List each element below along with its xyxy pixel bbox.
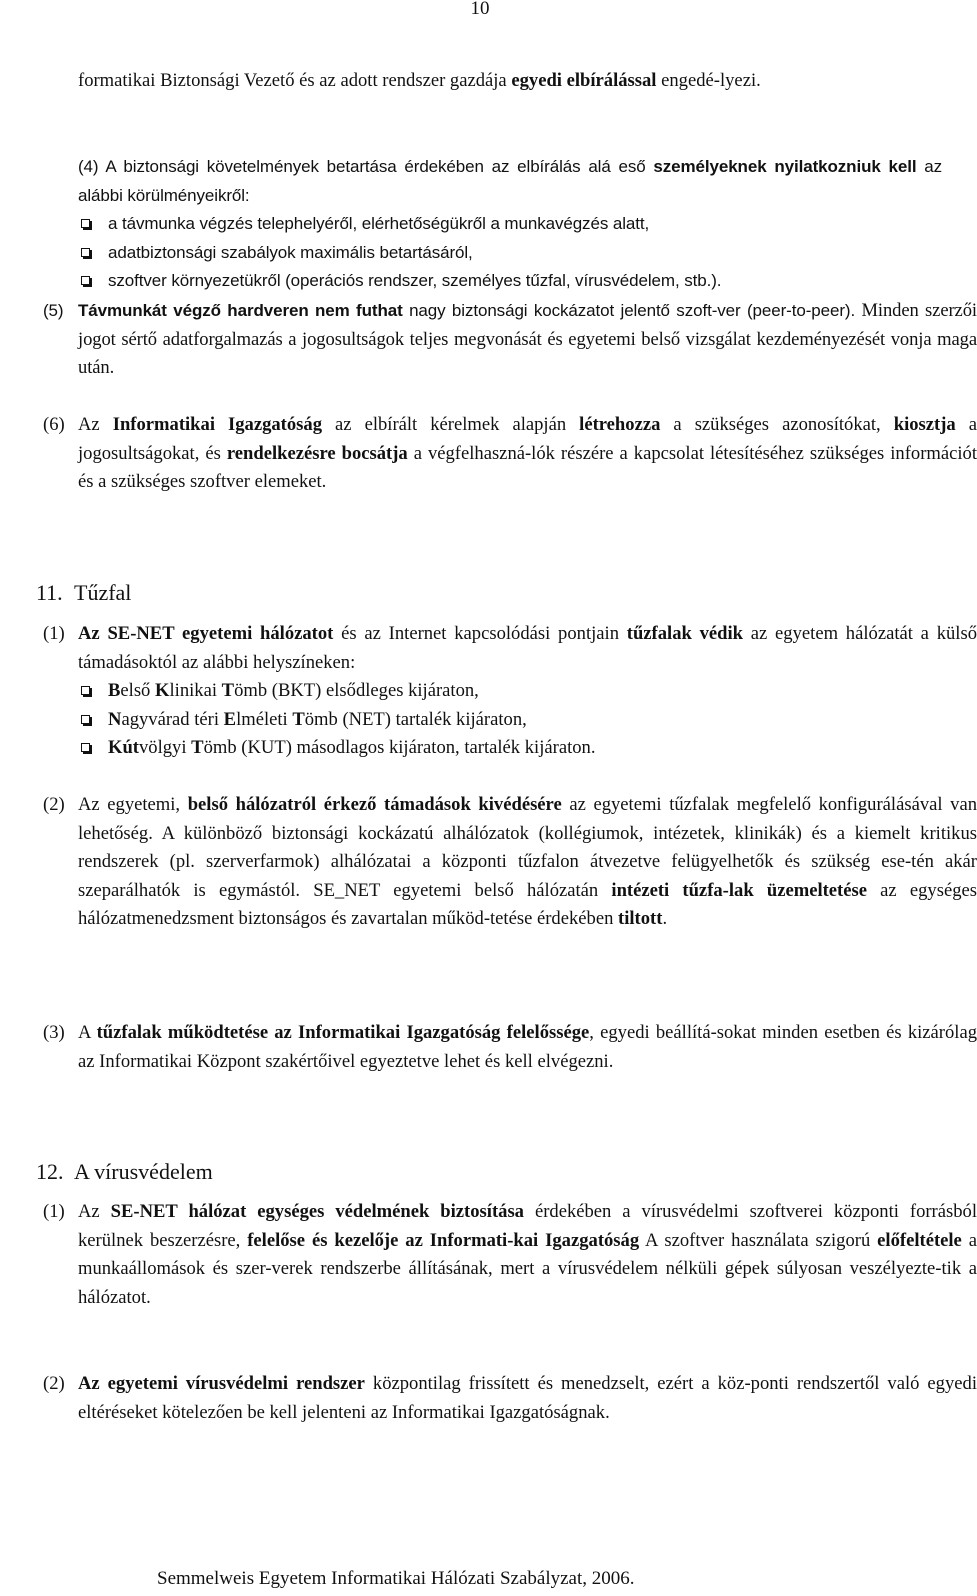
checkbox-bullet-icon <box>81 219 90 228</box>
paragraph-number: (4) <box>78 157 99 176</box>
section11-paragraph-2 <box>43 791 977 934</box>
page-footer: Semmelweis Egyetem Informatikai Hálózati Szabályzat, 2006. <box>157 1568 635 1589</box>
section-heading-11 <box>36 580 131 606</box>
p6-bold-3: kiosztja <box>893 414 956 435</box>
list-item <box>78 706 942 735</box>
intro-paragraph <box>78 67 942 96</box>
p5-text-1: nagy biztonsági kockázatot jelentő szoft-ver (peer-to-peer). <box>402 301 862 320</box>
s12p1-text-4: a munkaállomások és szer-verek rendszerbe állításának, mert a vírusvédelem nélküli gépek súlyosan veszélyezte-tik a hálózatot. <box>78 1229 977 1308</box>
p6-text-3: a szükséges azonosítókat, <box>660 414 894 435</box>
list-item <box>78 210 942 239</box>
s12p1-text-2: érdekében a vírusvédelmi szoftverei központi forrásból kerülnek beszerzésre, <box>78 1201 977 1251</box>
section-heading-12 <box>36 1159 213 1185</box>
intro-bold-1: egyedi elbírálással <box>511 70 657 91</box>
bullet-bold: N <box>108 708 122 730</box>
s11p1-bold-1: Az SE-NET egyetemi hálózatot <box>78 623 334 644</box>
checkbox-bullet-icon <box>81 743 90 752</box>
s11p1-text-1: és az Internet kapcsolódási pontjain <box>333 623 627 644</box>
bullet-bold: K <box>155 680 170 701</box>
s12p1-text-3: A szoftver használata szigorú <box>639 1229 878 1251</box>
p4-bold-1: személyeknek nyilatkozniuk kell <box>653 157 917 176</box>
p4-bullet-list <box>78 210 942 296</box>
bullet-bold: B <box>108 680 121 701</box>
p6-text-5: a végfelhaszná-lók részére a kapcsolat létesítéséhez szükséges információt és a szükséges szoftver elemeket. <box>78 442 977 492</box>
paragraph-4 <box>78 153 942 210</box>
intro-text-1: formatikai Biztonsági Vezető és az adott rendszer gazdája <box>78 70 512 91</box>
p5-bold-1: Távmunkát végző hardveren nem futhat <box>78 301 403 320</box>
s11p2-text-4: . <box>662 908 668 929</box>
bullet-bold: Kút <box>108 737 139 758</box>
paragraph-number: (1) <box>43 1201 65 1222</box>
paragraph-number: (5) <box>43 301 64 320</box>
bullet-text: linikai <box>169 680 222 701</box>
checkbox-bullet-icon <box>81 248 90 257</box>
paragraph-number: (1) <box>43 623 65 644</box>
paragraph-number: (3) <box>43 1022 65 1043</box>
s11p2-text-1: Az egyetemi, <box>78 794 188 815</box>
bullet-bold: T <box>191 737 204 758</box>
section-number: 12. <box>36 1159 64 1184</box>
bullet-bold: E <box>223 708 237 730</box>
paragraph-number: (2) <box>43 1373 65 1394</box>
p6-bold-1: Informatikai Igazgatóság <box>112 414 323 435</box>
list-item <box>78 677 942 706</box>
p6-text-4: a jogosultságokat, és <box>78 414 977 464</box>
s11p2-bold-1: belső hálózatról érkező támadások kivédésére <box>187 794 562 815</box>
paragraph-number: (2) <box>43 794 65 815</box>
s11p3-text-2: , egyedi beállítá-sokat minden esetben és kizárólag az Informatikai Központ szakértőivel egyeztetve lehet és kell elvégezni. <box>78 1022 977 1072</box>
s11p2-text-3: az egységes hálózatmenedzsment biztonságos és zavartalan működ-tetése érdekében <box>78 879 977 929</box>
list-item-text: szoftver környezetükről (operációs rendszer, személyes tűzfal, vírusvédelem, stb.). <box>108 271 722 290</box>
p4-text-1: A biztonsági követelmények betartása érdekében az elbírálás alá eső <box>105 157 654 176</box>
s11p2-bold-2: intézeti tűzfa-lak üzemeltetése <box>611 879 867 901</box>
s11p2-bold-3: tiltott <box>618 908 663 929</box>
bullet-text: völgyi <box>139 737 192 758</box>
checkbox-bullet-icon <box>81 686 90 695</box>
paragraph-6 <box>43 411 977 497</box>
p6-text-2: az elbírált kérelmek alapján <box>322 414 580 435</box>
bullet-text: ömb (NET) tartalék kijáraton, <box>304 708 527 730</box>
p5-text-2: Minden szerzői jogot sértő adatforgalmazás a jogosultságok teljes megvonását és egyetemi belső vizsgálat kezdeményezését vonja maga után. <box>78 300 977 378</box>
bullet-text: ömb (BKT) elsődleges kijáraton, <box>234 680 479 701</box>
s12p1-bold-2: felelőse és kezelője az Informati-kai Igazgatóság <box>247 1229 640 1251</box>
bullet-bold: T <box>221 680 235 701</box>
p6-bold-4: rendelkezésre bocsátja <box>226 442 408 464</box>
s11p3-text-1: A <box>78 1022 97 1043</box>
checkbox-bullet-icon <box>81 715 90 724</box>
s12p2-text-1: központilag frissített és menedzselt, ezért a köz-ponti rendszertől való egyedi eltéréseket kötelezően be kell jelenteni az Informatikai Igazgatóságnak. <box>78 1373 977 1423</box>
list-item <box>78 267 942 296</box>
s12p1-bold-1: SE-NET hálózat egységes védelmének biztosítása <box>110 1201 524 1222</box>
bullet-text: lméleti <box>236 708 293 730</box>
bullet-text: agyvárad téri <box>121 708 224 730</box>
s11-bullet-list <box>78 677 942 763</box>
section-number: 11. <box>36 580 63 605</box>
s11p1-bold-2: tűzfalak védik <box>626 623 744 644</box>
p4-text-2: az alábbi körülményeikről: <box>78 157 943 205</box>
section11-paragraph-1 <box>43 620 977 677</box>
list-item-text: a távmunka végzés telephelyéről, elérhetőségükről a munkavégzés alatt, <box>108 214 650 233</box>
s12p1-text-1: Az <box>78 1201 111 1222</box>
s11p3-bold-1: tűzfalak működtetése az Informatikai Igazgatóság felelőssége <box>96 1022 590 1043</box>
bullet-text: ömb (KUT) másodlagos kijáraton, tartalék kijáraton. <box>203 737 596 758</box>
s12p2-bold-1: Az egyetemi vírusvédelmi rendszer <box>78 1373 365 1394</box>
list-item <box>78 239 942 268</box>
p6-text-1: Az <box>78 414 113 435</box>
section12-paragraph-1 <box>43 1198 977 1312</box>
bullet-bold: T <box>292 708 305 730</box>
page-number: 10 <box>470 0 490 19</box>
p6-bold-2: létrehozza <box>579 414 661 435</box>
list-item <box>78 734 942 763</box>
list-item-text: adatbiztonsági szabályok maximális betartásáról, <box>108 242 473 262</box>
paragraph-number: (6) <box>43 414 65 435</box>
s11p2-text-2: az egyetemi tűzfalak megfelelő konfigurálásával van lehetőség. A különböző biztonsági kockázatú alhálózatok (kollégiumok, intézetek, klinikák) és a kiemelt kritikus rendszerek (pl. szerverfarmok) alhálózatai a központi tűzfalon átvezetve felügyelhetők és szükség ese-tén akár szeparálhatók is egymástól. SE_NET egyetemi belső hálózatán <box>78 794 977 901</box>
section12-paragraph-2 <box>43 1370 977 1427</box>
paragraph-5 <box>43 297 977 383</box>
s12p1-bold-3: előfeltétele <box>877 1229 962 1251</box>
intro-text-2: engedé-lyezi. <box>656 70 761 91</box>
section11-paragraph-3 <box>43 1019 977 1076</box>
section-title: A vírusvédelem <box>74 1159 213 1184</box>
s11p1-text-2: az egyetem hálózatát a külső támadásoktól az alábbi helyszíneken: <box>78 623 977 673</box>
bullet-text: első <box>120 680 156 701</box>
section-title: Tűzfal <box>74 580 132 605</box>
checkbox-bullet-icon <box>81 276 90 285</box>
